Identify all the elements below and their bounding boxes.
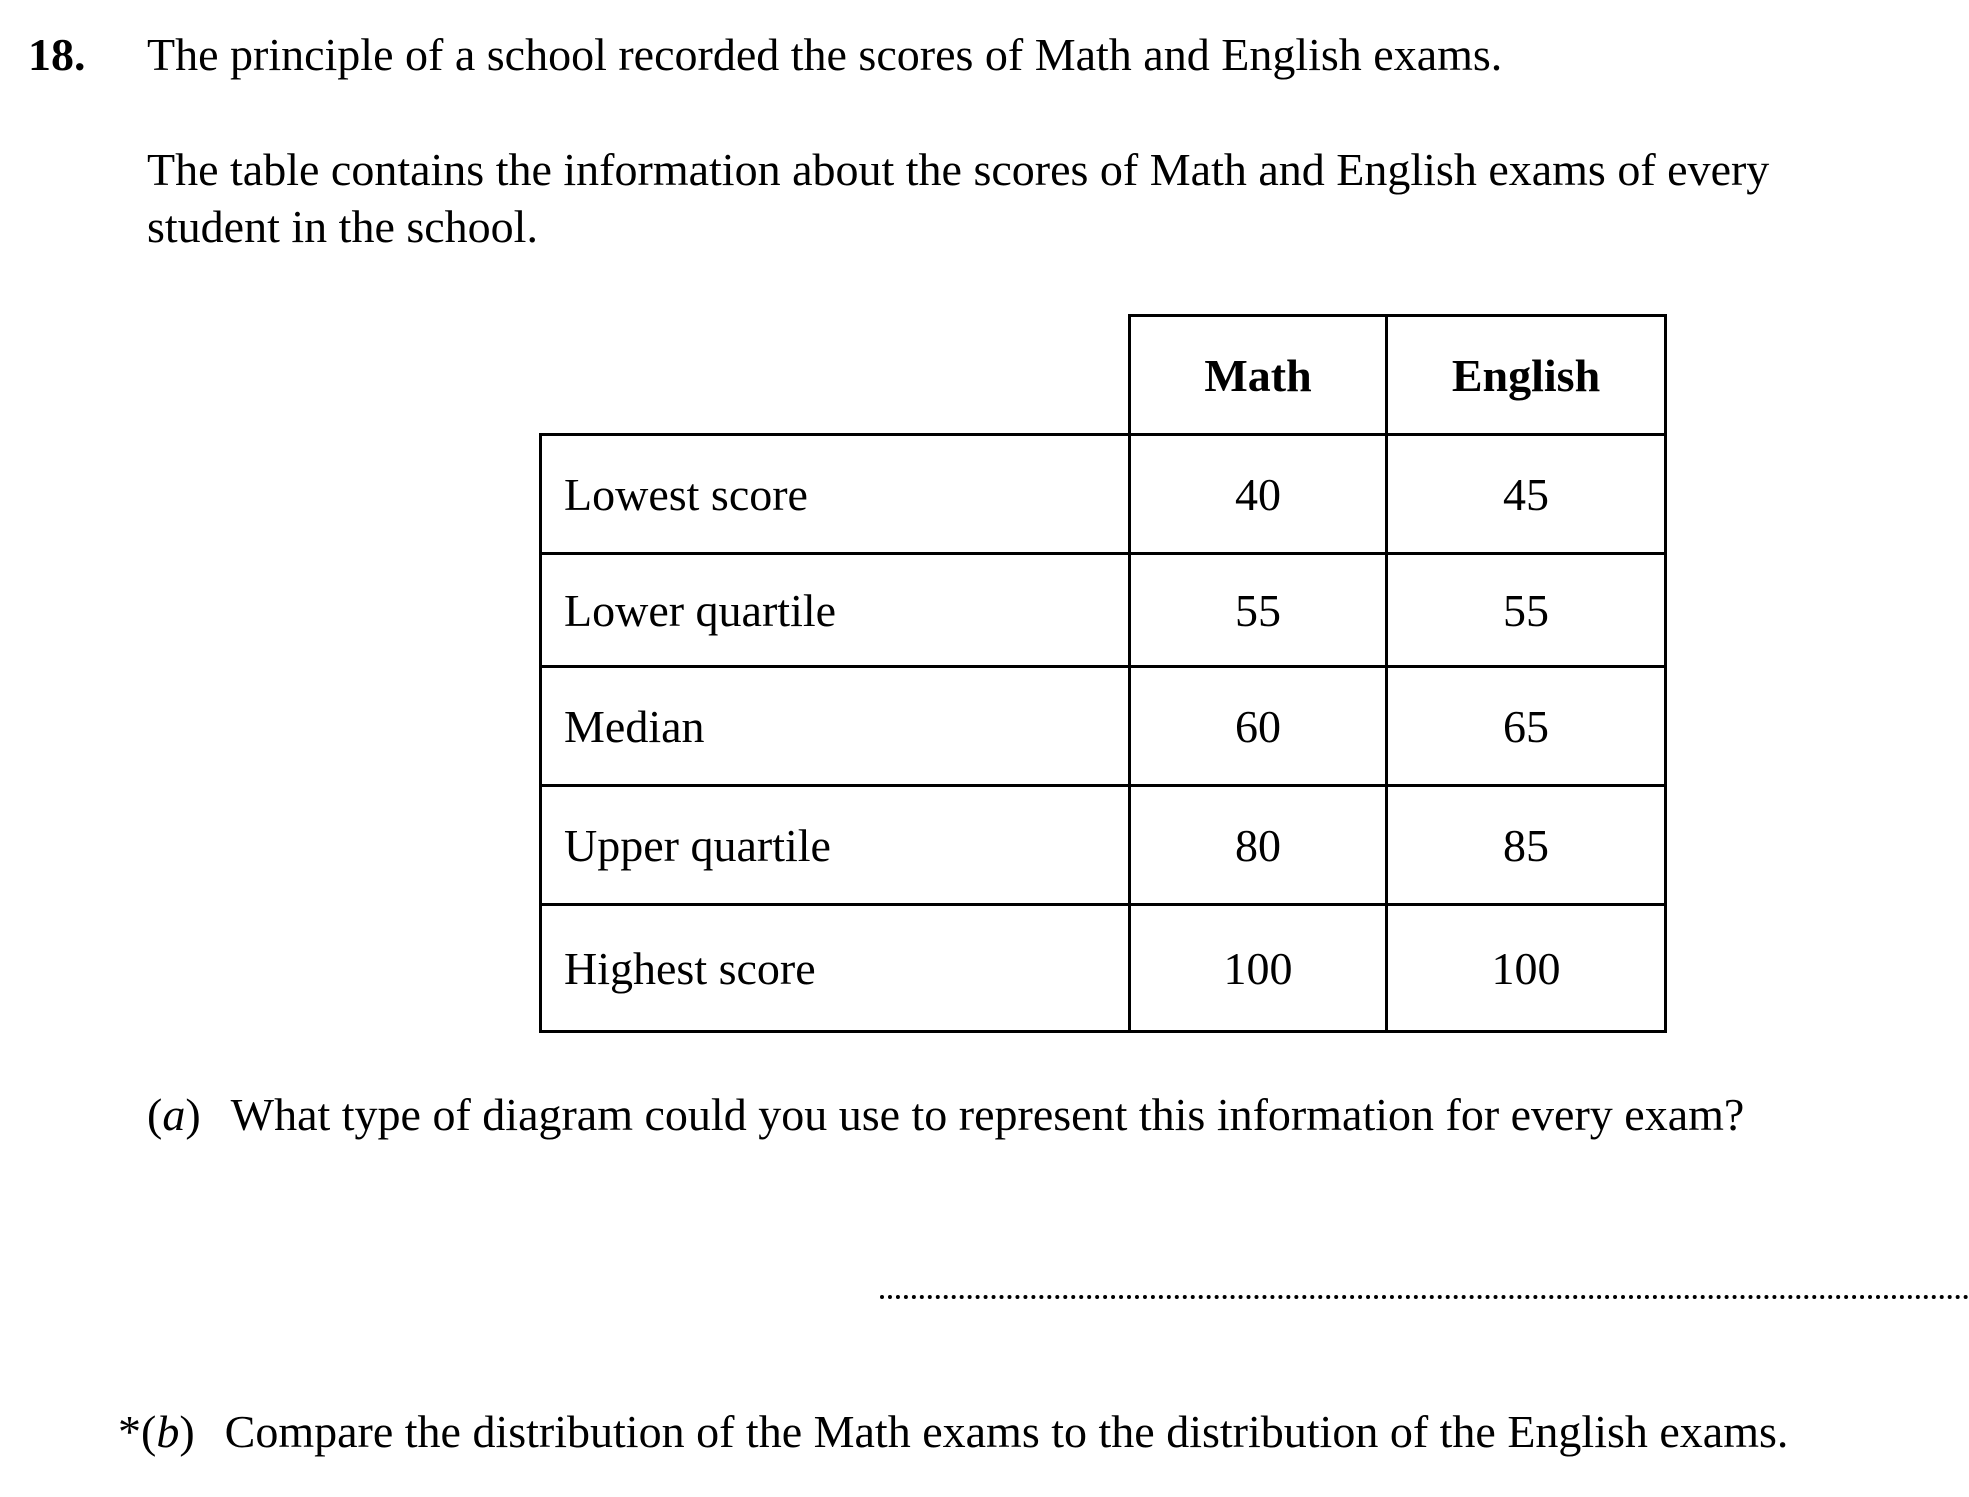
part-a-question bbox=[147, 1088, 1744, 1141]
math-value: 100 bbox=[1130, 905, 1387, 1032]
table-row bbox=[541, 435, 1666, 554]
part-b-text: Compare the distribution of the Math exams to the distribution of the English exams. bbox=[224, 1406, 1789, 1457]
part-a-label-close: ) bbox=[185, 1089, 201, 1140]
row-label: Highest score bbox=[541, 905, 1130, 1032]
part-b-label-letter: b bbox=[156, 1406, 180, 1457]
table-row bbox=[541, 554, 1666, 667]
header-blank-cell bbox=[541, 316, 1130, 435]
part-b-label-close: ) bbox=[179, 1406, 195, 1457]
question-description-line1: The table contains the information about the scores of Math and English exams of every bbox=[147, 144, 1770, 195]
part-a-label-letter: a bbox=[162, 1089, 186, 1140]
row-label: Median bbox=[541, 667, 1130, 786]
math-value: 80 bbox=[1130, 786, 1387, 905]
question-number: 18. bbox=[28, 29, 86, 80]
english-value: 85 bbox=[1387, 786, 1666, 905]
row-label: Upper quartile bbox=[541, 786, 1130, 905]
english-value: 65 bbox=[1387, 667, 1666, 786]
part-b-question bbox=[118, 1405, 1788, 1458]
part-a-label-open: ( bbox=[147, 1089, 163, 1140]
math-value: 60 bbox=[1130, 667, 1387, 786]
part-b-label bbox=[118, 1406, 195, 1457]
table-row bbox=[541, 905, 1666, 1032]
english-value: 45 bbox=[1387, 435, 1666, 554]
part-a-text: What type of diagram could you use to represent this information for every exam? bbox=[230, 1089, 1745, 1140]
question-description-line2: student in the school. bbox=[147, 201, 538, 252]
row-label: Lowest score bbox=[541, 435, 1130, 554]
scores-table bbox=[539, 314, 1667, 1033]
english-value: 55 bbox=[1387, 554, 1666, 667]
english-value: 100 bbox=[1387, 905, 1666, 1032]
question-intro: The principle of a school recorded the scores of Math and English exams. bbox=[147, 29, 1503, 80]
math-value: 55 bbox=[1130, 554, 1387, 667]
table-row bbox=[541, 667, 1666, 786]
answer-line[interactable] bbox=[880, 1295, 1969, 1299]
row-label: Lower quartile bbox=[541, 554, 1130, 667]
table-row bbox=[541, 786, 1666, 905]
header-math: Math bbox=[1130, 316, 1387, 435]
part-b-label-prefix: *( bbox=[118, 1406, 157, 1457]
math-value: 40 bbox=[1130, 435, 1387, 554]
table-header-row bbox=[541, 316, 1666, 435]
header-english: English bbox=[1387, 316, 1666, 435]
part-a-label bbox=[147, 1089, 201, 1140]
